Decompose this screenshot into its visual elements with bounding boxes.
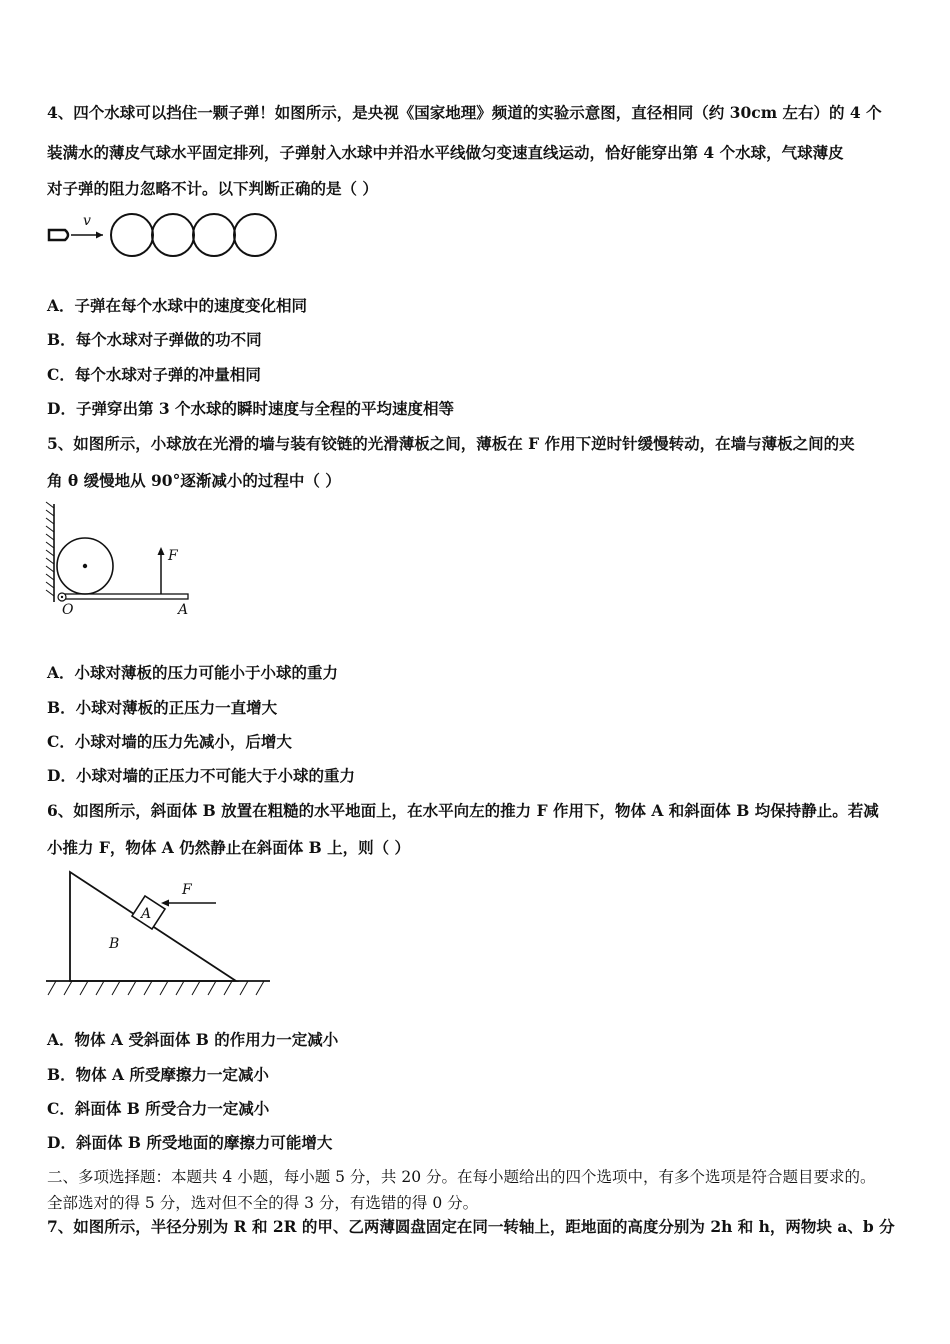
pivot-label: O xyxy=(62,602,74,618)
q5-stem-line-1: 5、如图所示，小球放在光滑的墙与装有铰链的光滑薄板之间，薄板在 F 作用下逆时针缓慢转动，在墙与薄板之间的夹 xyxy=(47,434,855,453)
q4-option-b: B．每个水球对子弹做的功不同 xyxy=(47,330,262,349)
q4-water-balls-figure xyxy=(45,208,285,264)
block-label: A xyxy=(141,906,152,922)
velocity-label: v xyxy=(83,213,91,229)
incline-label: B xyxy=(109,936,120,952)
q5-option-d: D．小球对墙的正压力不可能大于小球的重力 xyxy=(47,766,355,785)
q4-option-c: C．每个水球对子弹的冲量相同 xyxy=(47,365,261,384)
plate xyxy=(62,594,188,599)
q5-option-c: C．小球对墙的压力先减小，后增大 xyxy=(47,732,292,751)
q6-incline-figure xyxy=(44,868,274,1000)
q6-option-a: A．物体 A 受斜面体 B 的作用力一定减小 xyxy=(47,1030,339,1049)
q5-stem-line-2: 角 θ 缓慢地从 90°逐渐减小的过程中（ ） xyxy=(47,471,341,490)
q7-stem-line-1: 7、如图所示，半径分别为 R 和 2R 的甲、乙两薄圆盘固定在同一转轴上，距地面的高度分别为 2h 和 h，两物块 a、b 分 xyxy=(47,1217,895,1236)
bullet-icon xyxy=(49,230,68,240)
q4-stem-line-1: 4、四个水球可以挡住一颗子弹！如图所示，是央视《国家地理》频道的实验示意图，直径相同（约 30cm 左右）的 4 个 xyxy=(47,103,882,122)
force-label: F xyxy=(182,882,192,898)
q4-stem-line-2: 装满水的薄皮气球水平固定排列，子弹射入水球中并沿水平线做匀变速直线运动，恰好能穿出第 4 个水球，气球薄皮 xyxy=(47,143,844,162)
water-ball-2 xyxy=(152,214,194,256)
q4-stem-line-3: 对子弹的阻力忽略不计。以下判断正确的是（ ） xyxy=(47,179,378,198)
q5-option-b: B．小球对薄板的正压力一直增大 xyxy=(47,698,278,717)
force-label: F xyxy=(168,548,178,564)
q6-option-d: D．斜面体 B 所受地面的摩擦力可能增大 xyxy=(47,1133,333,1152)
q5-option-a: A．小球对薄板的压力可能小于小球的重力 xyxy=(47,663,339,682)
q4-option-a: A．子弹在每个水球中的速度变化相同 xyxy=(47,296,308,315)
q6-option-c: C．斜面体 B 所受合力一定减小 xyxy=(47,1099,270,1118)
water-ball-4 xyxy=(234,214,276,256)
section2-heading-line-2: 全部选对的得 5 分，选对但不全的得 3 分，有选错的得 0 分。 xyxy=(47,1194,479,1212)
wall xyxy=(46,502,54,602)
water-ball-3 xyxy=(193,214,235,256)
q4-option-d: D．子弹穿出第 3 个水球的瞬时速度与全程的平均速度相等 xyxy=(47,399,455,418)
section2-heading-line-1: 二、多项选择题：本题共 4 小题，每小题 5 分，共 20 分。在每小题给出的四个选项中，有多个选项是符合题目要求的。 xyxy=(47,1168,876,1186)
q6-stem-line-1: 6、如图所示，斜面体 B 放置在粗糙的水平地面上，在水平向左的推力 F 作用下，物体 A 和斜面体 B 均保持静止。若减 xyxy=(47,801,879,820)
q5-ball-plate-figure xyxy=(40,502,200,622)
water-ball-1 xyxy=(111,214,153,256)
q6-option-b: B．物体 A 所受摩擦力一定减小 xyxy=(47,1065,269,1084)
q6-stem-line-2: 小推力 F，物体 A 仍然静止在斜面体 B 上，则（ ） xyxy=(47,838,411,857)
end-label: A xyxy=(178,602,189,618)
